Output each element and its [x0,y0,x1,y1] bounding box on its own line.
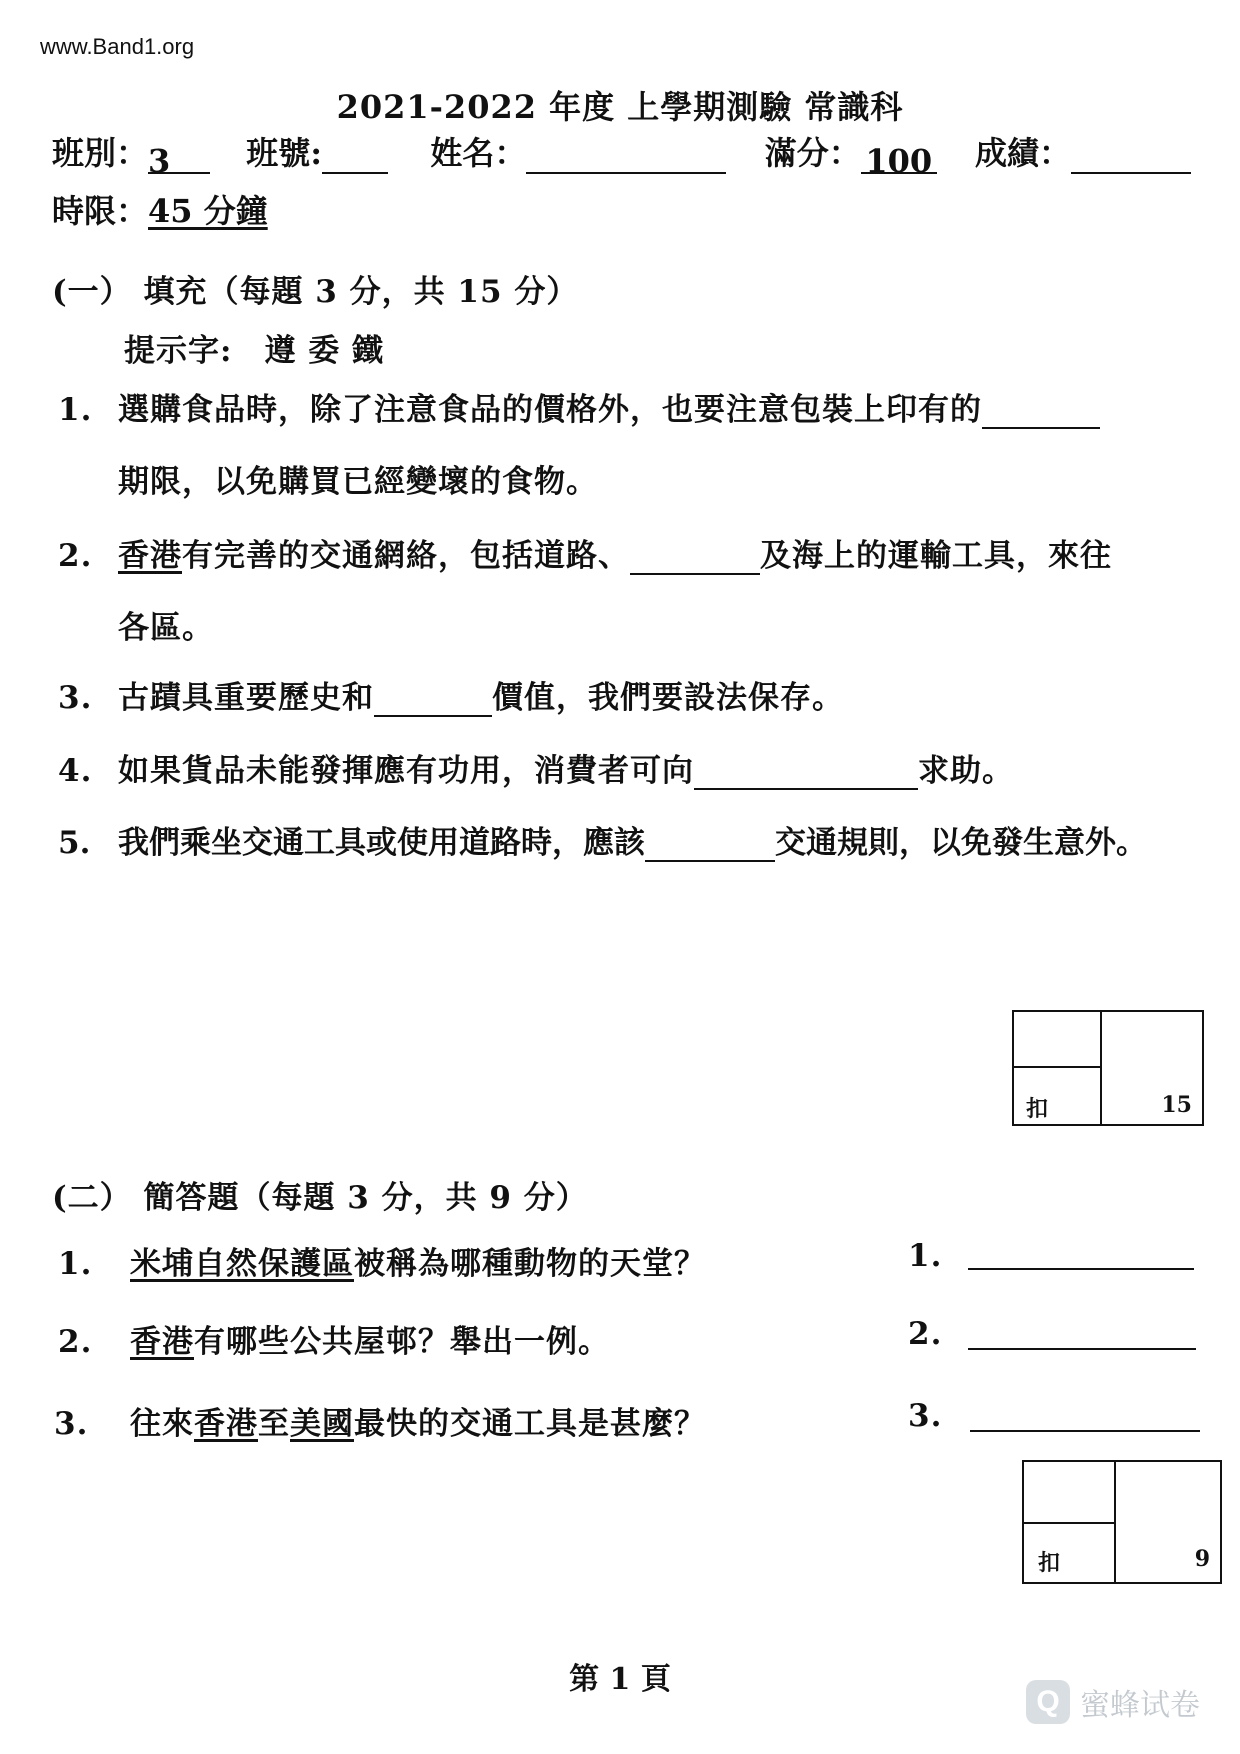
question-number: 1. [58,392,93,428]
answer-blank-3[interactable] [374,685,492,717]
answer-blank-2[interactable] [630,543,760,575]
question-text: 我們乘坐交通工具或使用道路時，應該 [118,825,645,861]
question-number: 4. [58,753,93,789]
question-5 [58,817,1147,862]
question-number: 2. [58,538,93,574]
question-text-cont: 價值，我們要設法保存。 [492,680,844,716]
score-field[interactable] [1071,142,1191,174]
question-2-line-a [58,530,1112,575]
number-label: 班號: [246,134,323,172]
question-text: 被稱為哪種動物的天堂？ [354,1246,706,1282]
question-number: 3. [54,1406,89,1442]
class-label: 班別： [52,134,149,172]
score-label: 成績： [975,134,1072,172]
place-name: 米埔自然保護區 [130,1246,354,1282]
full-marks-label: 滿分： [764,134,861,172]
box-divider [1114,1462,1116,1582]
question-text-mid: 至 [258,1406,290,1442]
place-name: 香港 [118,538,182,574]
question-text: 如果貨品未能發揮應有功用，消費者可向 [118,753,694,789]
box-divider [1100,1012,1102,1124]
class-field[interactable] [148,142,210,180]
name-label: 姓名： [430,134,527,172]
time-limit [52,186,268,232]
answer-line-3[interactable] [970,1428,1200,1432]
short-question-2 [58,1316,610,1361]
question-number: 1. [58,1246,93,1282]
answer-blank-4[interactable] [694,758,918,790]
page-number: 第 1 頁 [569,1662,671,1697]
question-1-line-b: 期限，以免購買已經變壞的食物。 [118,464,598,500]
class-value: 3 [148,142,171,180]
box-divider [1014,1066,1100,1068]
question-number: 5. [58,825,91,861]
section2-heading: (二） 簡答題（每題 3 分，共 9 分） [52,1180,588,1216]
question-text: 古蹟具重要歷史和 [118,680,374,716]
name-field[interactable] [526,142,726,174]
deduct-label: 扣 [1026,1096,1049,1122]
question-text-cont: 交通規則，以免發生意外。 [775,825,1147,861]
question-number: 3. [58,680,93,716]
box-divider [1024,1522,1114,1524]
answer-blank-1[interactable] [982,397,1100,429]
question-2-line-b: 各區。 [118,610,214,646]
section-total: 15 [1161,1092,1192,1118]
page-title: 2021-2022 年度 上學期測驗 常識科 [336,88,904,126]
place-name: 香港 [194,1406,258,1442]
section-total: 9 [1194,1546,1210,1572]
question-text: 選購食品時，除了注意食品的價格外，也要注意包裝上印有的 [118,392,982,428]
answer-line-1[interactable] [968,1266,1194,1270]
answer-number: 1. [908,1238,943,1274]
time-value: 45 分鐘 [148,192,268,230]
full-marks-value: 100 [865,142,933,180]
place-name: 香港 [130,1324,194,1360]
question-text-cont: 及海上的運輸工具，來往 [760,538,1112,574]
deduct-label: 扣 [1038,1550,1061,1576]
answer-line-2[interactable] [968,1346,1196,1350]
question-text: 有哪些公共屋邨？舉出一例。 [194,1324,610,1360]
site-url: www.Band1.org [40,34,195,59]
answer-number: 3. [908,1398,943,1434]
question-3 [58,672,844,717]
question-4 [58,745,1014,790]
score-box-section1 [1012,1010,1204,1126]
question-text: 有完善的交通網絡，包括道路、 [182,538,630,574]
header-row [52,128,1191,180]
short-question-1 [58,1238,706,1283]
q-logo-icon: Q [1026,1680,1070,1724]
time-label: 時限： [52,192,149,230]
place-name-2: 美國 [290,1406,354,1442]
answer-blank-5[interactable] [645,830,775,862]
question-text-pre: 往來 [130,1406,194,1442]
question-number: 2. [58,1324,93,1360]
number-field[interactable] [322,142,388,174]
answer-number: 2. [908,1316,943,1352]
watermark [1026,1680,1200,1724]
short-question-3 [54,1398,706,1443]
section1-heading: (一） 填充（每題 3 分，共 15 分） [52,274,579,310]
score-box-section2 [1022,1460,1222,1584]
full-marks-field [861,142,937,180]
question-1-line-a [58,384,1100,429]
question-text: 最快的交通工具是甚麼？ [354,1406,706,1442]
hint-words: 提示字: 遵 委 鐵 [124,333,385,369]
watermark-text: 蜜蜂试卷 [1080,1689,1200,1722]
question-text-cont: 求助。 [918,753,1014,789]
